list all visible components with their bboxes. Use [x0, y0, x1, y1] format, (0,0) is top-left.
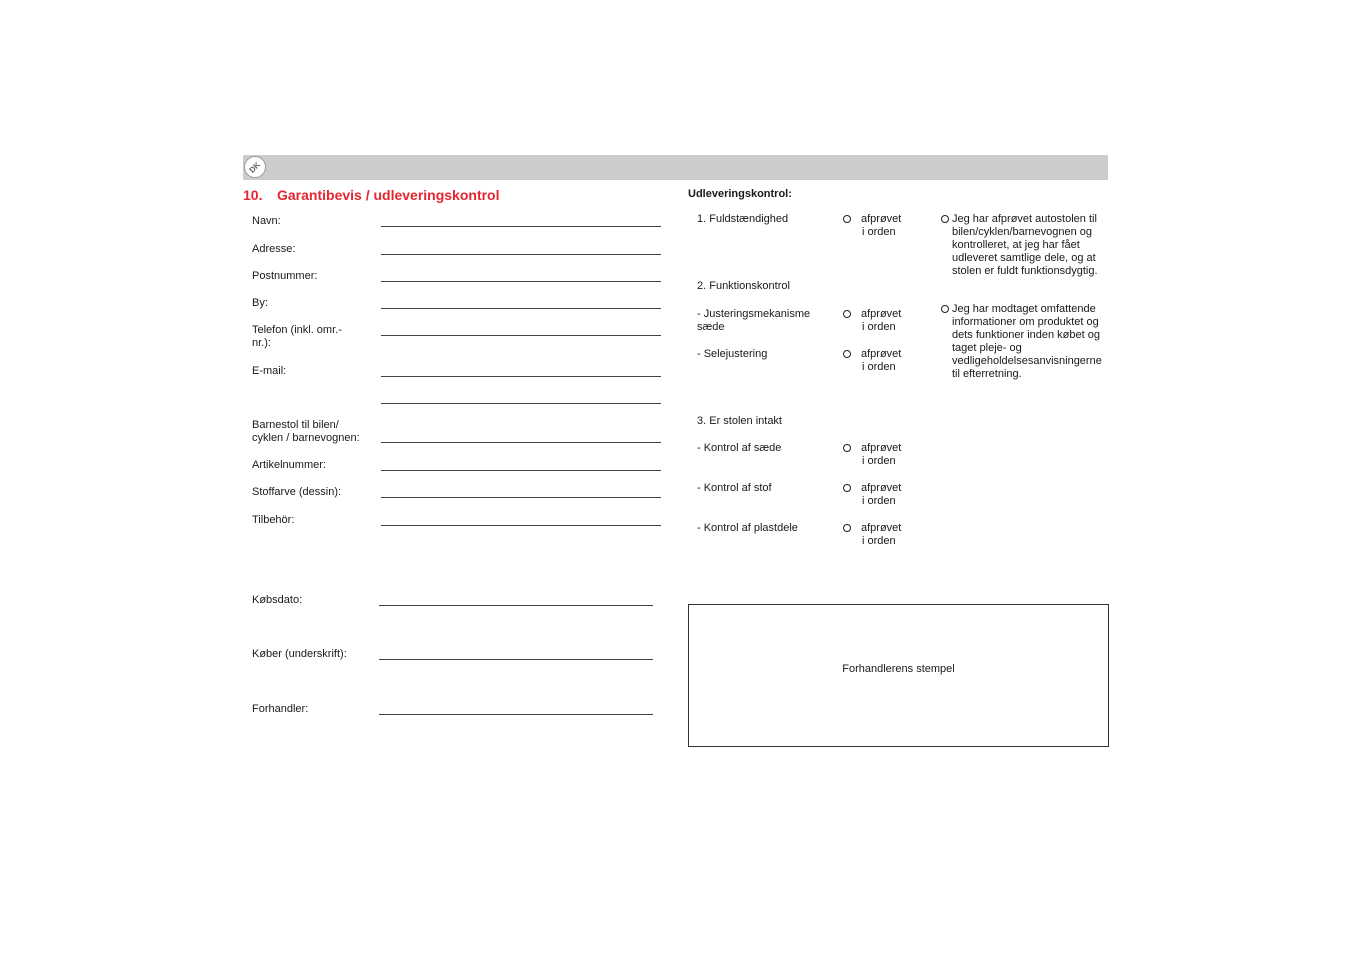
field-navn[interactable]	[381, 226, 661, 227]
option-kontrol-plast	[861, 522, 921, 548]
option-selejustering	[861, 348, 921, 374]
check-funktionskontrol: 2. Funktionskontrol	[697, 280, 790, 292]
section-title	[243, 187, 500, 203]
option-line1: afprøvet	[861, 442, 902, 454]
section-title-text: Garantibevis / udleveringskontrol	[277, 187, 500, 203]
check-fuldstaendighed: 1. Fuldstændighed	[697, 213, 789, 225]
radio-kontrol-plast[interactable]	[843, 524, 851, 532]
country-code: DK	[247, 159, 263, 175]
country-badge	[244, 156, 266, 178]
option-line2: i orden	[862, 495, 896, 507]
field-email[interactable]	[381, 376, 661, 377]
field-barnestol[interactable]	[381, 442, 661, 443]
radio-confirm-second[interactable]	[941, 305, 949, 313]
option-line1: afprøvet	[861, 482, 902, 494]
field-adresse[interactable]	[381, 254, 661, 255]
radio-selejustering[interactable]	[843, 350, 851, 358]
label-tilbehor: Tilbehör:	[252, 514, 295, 526]
label-stoffarve: Stoffarve (dessin):	[252, 486, 342, 498]
option-line2: i orden	[862, 321, 896, 333]
check-justering: - Justeringsmekanisme sæde	[697, 308, 811, 333]
field-stoffarve[interactable]	[381, 497, 661, 498]
label-telefon: Telefon (inkl. omr.-nr.):	[252, 324, 342, 349]
field-postnummer[interactable]	[381, 281, 661, 282]
label-artikelnummer: Artikelnummer:	[252, 459, 326, 471]
radio-justering[interactable]	[843, 310, 851, 318]
option-line1: afprøvet	[861, 522, 902, 534]
check-kontrol-saede: - Kontrol af sæde	[697, 442, 782, 454]
radio-confirm-first[interactable]	[941, 215, 949, 223]
field-telefon[interactable]	[381, 335, 661, 336]
option-line2: i orden	[862, 361, 896, 373]
option-line2: i orden	[862, 226, 896, 238]
label-navn: Navn:	[252, 215, 281, 227]
option-line1: afprøvet	[861, 348, 902, 360]
check-kontrol-stof: - Kontrol af stof	[697, 482, 772, 494]
check-selejustering: - Selejustering	[697, 348, 768, 360]
header-bar	[243, 155, 1108, 180]
option-line1: afprøvet	[861, 213, 902, 225]
label-forhandler: Forhandler:	[252, 703, 309, 715]
option-fuldstaendighed	[861, 213, 921, 239]
option-kontrol-stof	[861, 482, 921, 508]
field-email-extra[interactable]	[381, 403, 661, 404]
section-number: 10.	[243, 187, 263, 203]
field-forhandler[interactable]	[379, 714, 653, 715]
option-kontrol-saede	[861, 442, 921, 468]
option-line2: i orden	[862, 535, 896, 547]
radio-fuldstaendighed[interactable]	[843, 215, 851, 223]
field-tilbehor[interactable]	[381, 525, 661, 526]
option-justering	[861, 308, 921, 334]
label-barnestol: Barnestol til bilen/ cyklen / barnevognen:	[252, 419, 360, 444]
field-artikelnummer[interactable]	[381, 470, 661, 471]
field-kobsdato[interactable]	[379, 605, 653, 606]
label-kober: Køber (underskrift):	[252, 648, 347, 660]
check-kontrol-plast: - Kontrol af plastdele	[697, 522, 798, 534]
label-adresse: Adresse:	[252, 243, 296, 255]
radio-kontrol-stof[interactable]	[843, 484, 851, 492]
control-title: Udleveringskontrol:	[688, 188, 792, 200]
check-intakt: 3. Er stolen intakt	[697, 415, 782, 427]
dealer-stamp-box	[688, 604, 1109, 747]
radio-kontrol-saede[interactable]	[843, 444, 851, 452]
confirm-second: Jeg har modtaget omfattende informationer om produktet og dets funktioner inden købet og taget pleje- og vedligeholdelsesanvisningerne til efterretning.	[952, 303, 1102, 380]
option-line2: i orden	[862, 455, 896, 467]
stamp-label: Forhandlerens stempel	[842, 662, 955, 675]
label-postnummer: Postnummer:	[252, 270, 318, 282]
label-by: By:	[252, 297, 268, 309]
confirm-first: Jeg har afprøvet autostolen til bilen/cyklen/barnevognen og kontrolleret, at jeg har fået udleveret samtlige dele, og at stolen er fuldt funktionsdygtig.	[952, 213, 1098, 277]
field-by[interactable]	[381, 308, 661, 309]
option-line1: afprøvet	[861, 308, 902, 320]
label-email: E-mail:	[252, 365, 287, 377]
field-kober[interactable]	[379, 659, 653, 660]
label-kobsdato: Købsdato:	[252, 594, 303, 606]
